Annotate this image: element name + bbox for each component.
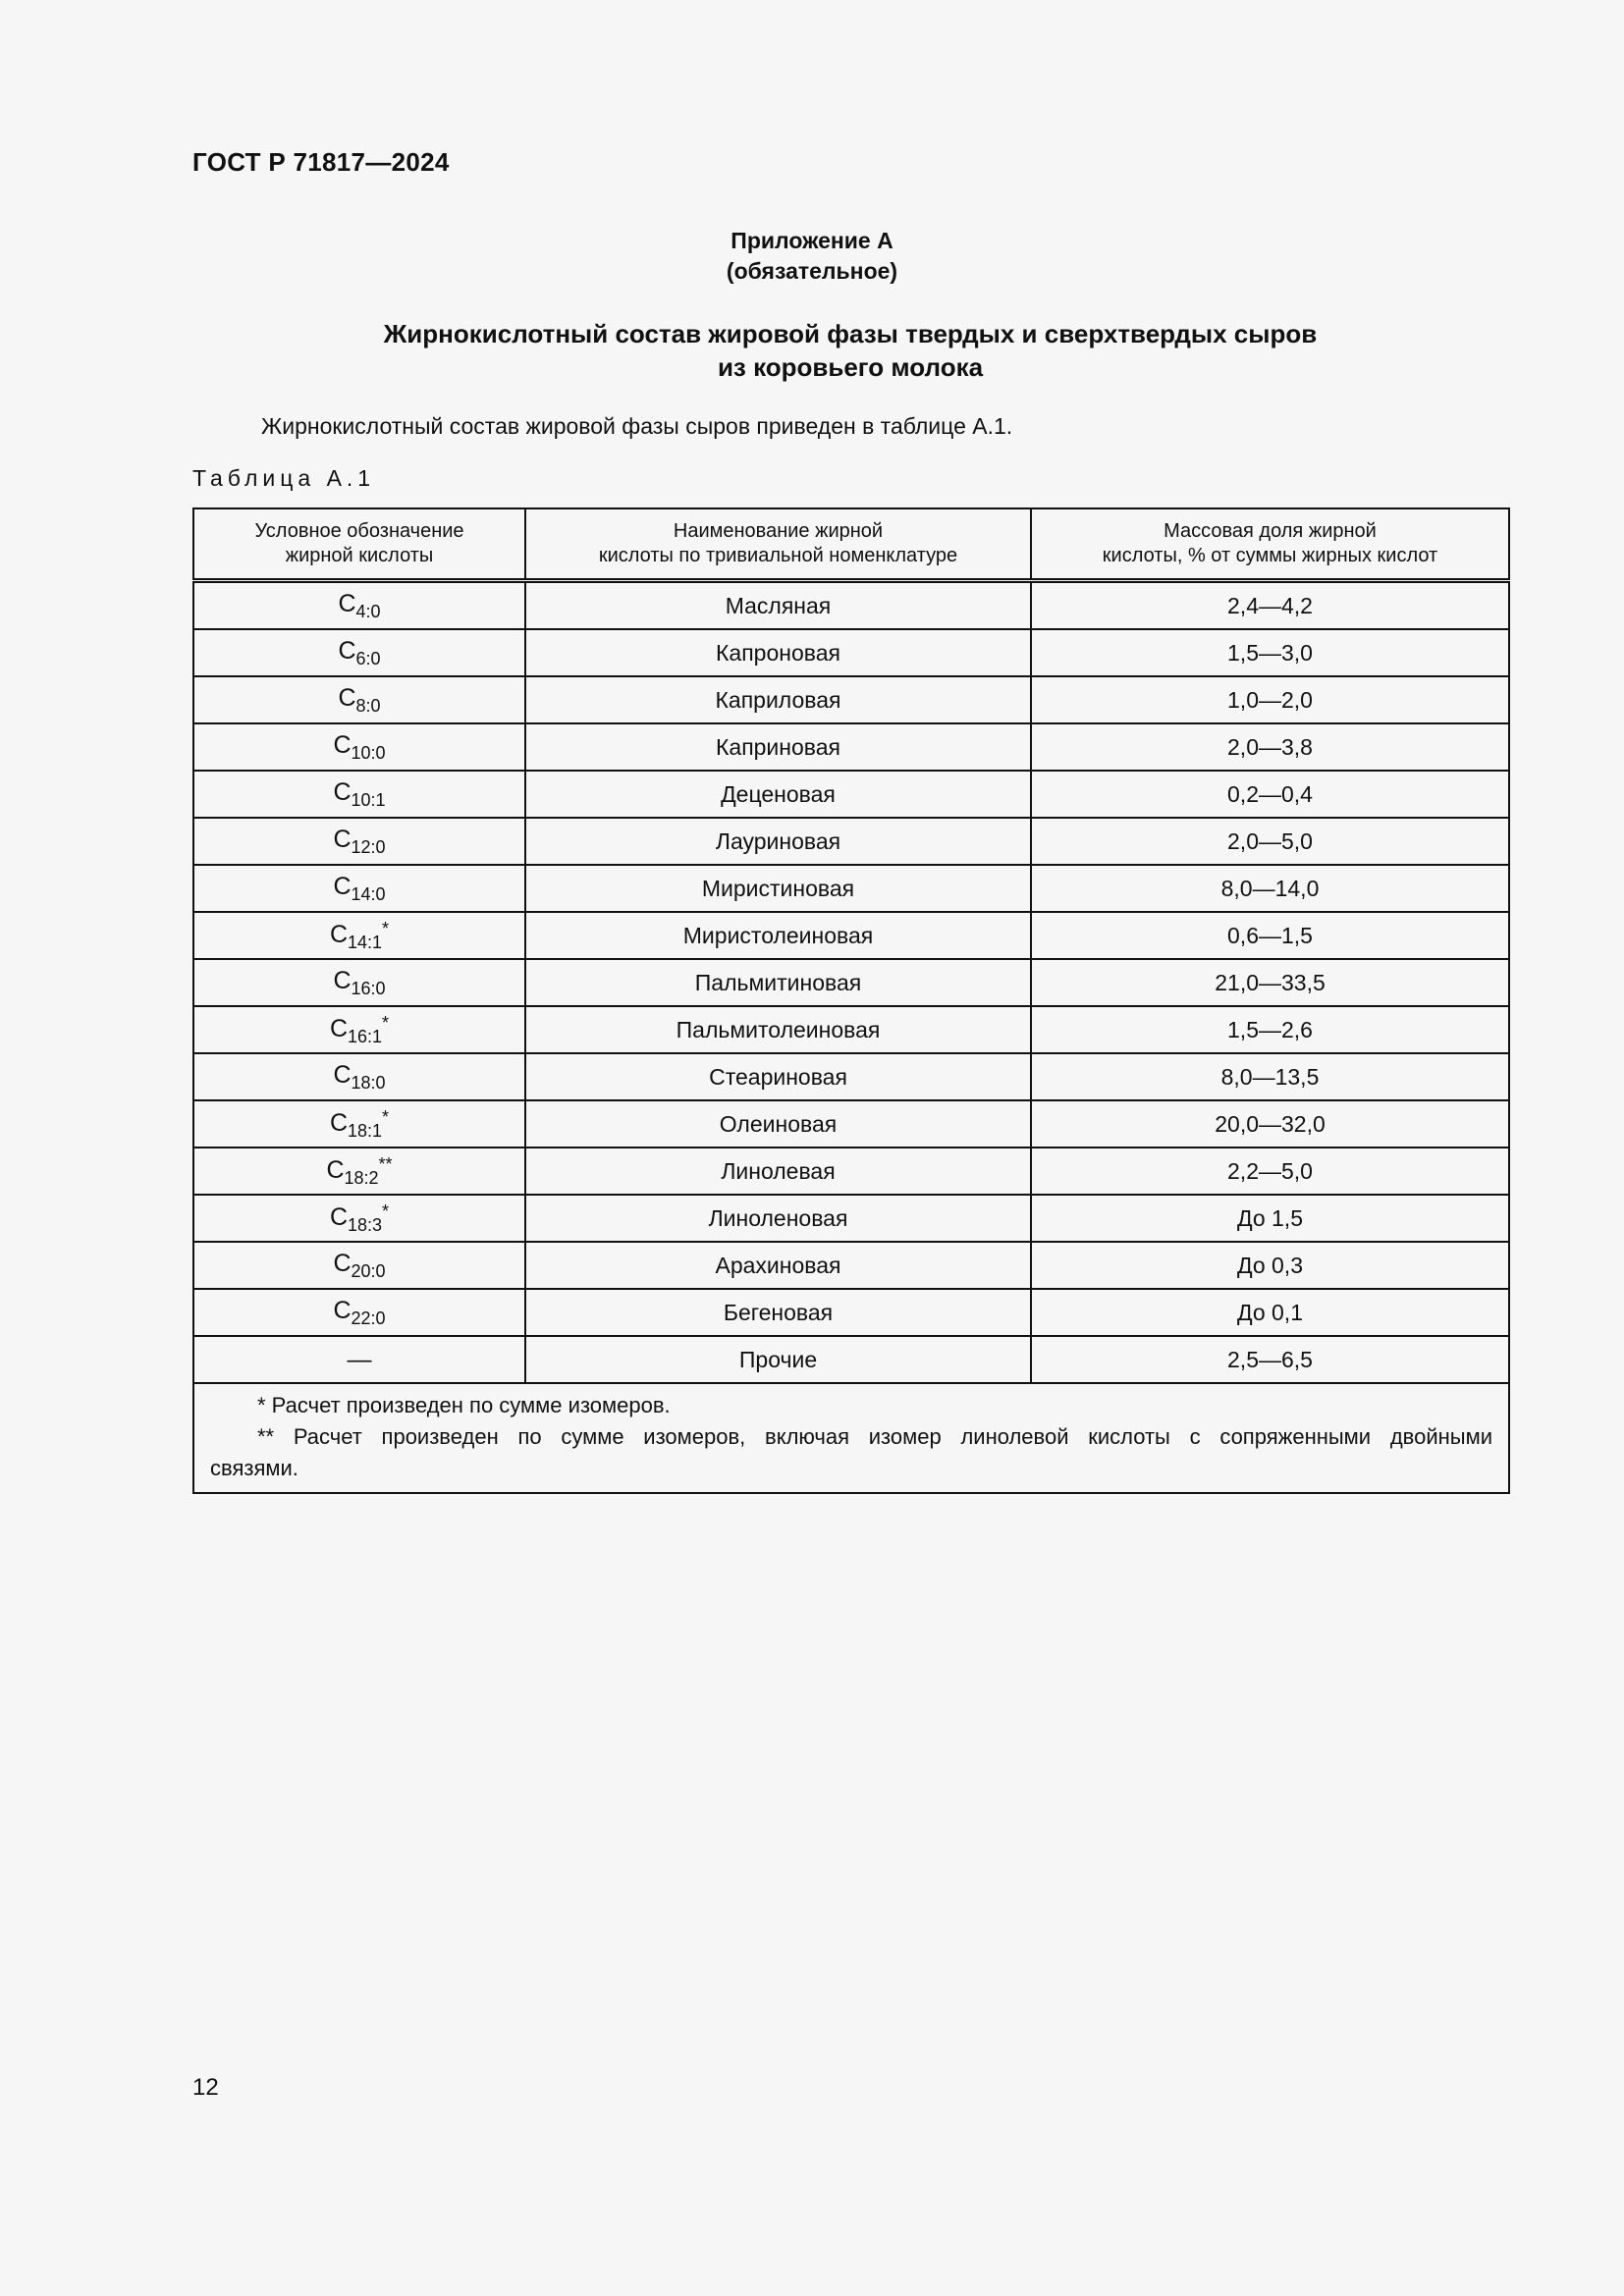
cell-mass-fraction: 2,4—4,2 — [1031, 581, 1509, 630]
cell-trivial-name: Линолевая — [525, 1148, 1031, 1195]
column-header-symbol — [193, 508, 525, 581]
acid-symbol-subscript: 22:0 — [351, 1308, 386, 1328]
cell-symbol — [193, 581, 525, 630]
acid-symbol-subscript: 10:1 — [351, 789, 386, 810]
cell-symbol — [193, 676, 525, 723]
cell-symbol — [193, 959, 525, 1006]
acid-symbol-base: С — [333, 1296, 352, 1324]
acid-symbol-base: С — [333, 777, 352, 806]
cell-symbol — [193, 818, 525, 865]
acid-symbol-subscript: 20:0 — [351, 1260, 386, 1281]
cell-trivial-name: Миристиновая — [525, 865, 1031, 912]
column-header-name — [525, 508, 1031, 581]
cell-mass-fraction: 1,0—2,0 — [1031, 676, 1509, 723]
acid-symbol-subscript: 16:0 — [351, 978, 386, 998]
table-caption: Таблица А.1 — [192, 465, 376, 491]
acid-symbol-base: С — [329, 920, 348, 948]
table-row — [193, 818, 1509, 865]
cell-trivial-name: Бегеновая — [525, 1289, 1031, 1336]
note-double-asterisk-continuation: связями. — [210, 1456, 298, 1480]
appendix-title: Приложение А — [731, 228, 893, 253]
cell-symbol — [193, 1148, 525, 1195]
document-code: ГОСТ Р 71817—2024 — [192, 147, 450, 177]
cell-symbol — [193, 1195, 525, 1242]
acid-symbol-subscript: 6:0 — [355, 648, 381, 668]
cell-symbol — [193, 1242, 525, 1289]
acid-symbol-subscript: 14:1 — [348, 932, 383, 952]
acid-symbol-base: С — [329, 1014, 348, 1042]
cell-trivial-name: Пальмитиновая — [525, 959, 1031, 1006]
cell-trivial-name: Лауриновая — [525, 818, 1031, 865]
cell-symbol — [193, 771, 525, 818]
table-row — [193, 1289, 1509, 1336]
cell-symbol — [193, 1006, 525, 1053]
table-row — [193, 581, 1509, 630]
table-notes — [193, 1383, 1509, 1493]
acid-symbol — [333, 1297, 385, 1329]
table-row — [193, 1006, 1509, 1053]
acid-symbol-subscript: 16:1 — [348, 1026, 383, 1046]
table-row — [193, 865, 1509, 912]
table-body — [193, 581, 1509, 1384]
cell-trivial-name: Каприловая — [525, 676, 1031, 723]
cell-trivial-name: Линоленовая — [525, 1195, 1031, 1242]
table-row — [193, 1100, 1509, 1148]
table-row — [193, 912, 1509, 959]
column-header-line: Условное обозначение — [254, 520, 464, 542]
cell-mass-fraction: 2,0—5,0 — [1031, 818, 1509, 865]
cell-symbol — [193, 723, 525, 771]
intro-paragraph: Жирнокислотный состав жировой фазы сыров приведен в таблице А.1. — [261, 413, 1013, 439]
acid-symbol-base: С — [333, 872, 352, 900]
cell-trivial-name: Стеариновая — [525, 1053, 1031, 1100]
acid-symbol-subscript: 18:1 — [348, 1120, 383, 1141]
cell-mass-fraction: 1,5—3,0 — [1031, 629, 1509, 676]
acid-symbol — [338, 637, 380, 669]
acid-symbol-base: С — [333, 825, 352, 853]
acid-symbol — [348, 1346, 372, 1374]
acid-symbol-base: С — [338, 636, 356, 665]
acid-symbol — [333, 967, 385, 999]
cell-symbol — [193, 912, 525, 959]
note-double-asterisk: ** Расчет произведен по сумме изомеров, включая изомер линолевой кислоты с сопряженными двойными — [257, 1424, 1492, 1449]
column-header-line: Массовая доля жирной — [1164, 520, 1377, 542]
cell-mass-fraction: До 1,5 — [1031, 1195, 1509, 1242]
acid-symbol-subscript: 14:0 — [351, 883, 386, 904]
cell-symbol — [193, 1289, 525, 1336]
acid-symbol-subscript: 8:0 — [355, 695, 381, 716]
column-header-mass-fraction — [1031, 508, 1509, 581]
cell-mass-fraction: 0,6—1,5 — [1031, 912, 1509, 959]
cell-mass-fraction: 21,0—33,5 — [1031, 959, 1509, 1006]
acid-symbol-note-mark: * — [382, 1012, 390, 1033]
acid-symbol-base: С — [333, 966, 352, 994]
acid-symbol — [333, 1250, 385, 1282]
acid-symbol-note-mark: * — [382, 1106, 390, 1127]
acid-symbol-base: С — [333, 1249, 352, 1277]
acid-symbol-base: С — [329, 1108, 348, 1137]
acid-symbol — [333, 873, 385, 905]
cell-trivial-name: Капроновая — [525, 629, 1031, 676]
acid-symbol-base: С — [338, 589, 356, 617]
column-header-line: Наименование жирной — [673, 520, 884, 542]
cell-trivial-name: Арахиновая — [525, 1242, 1031, 1289]
acid-symbol-note-mark: * — [382, 918, 390, 938]
table-header-row — [193, 508, 1509, 581]
appendix-kind: (обязательное) — [726, 258, 898, 284]
table-row — [193, 1336, 1509, 1383]
acid-symbol-subscript: 12:0 — [351, 836, 386, 857]
table-notes-row — [193, 1383, 1509, 1493]
cell-mass-fraction: 2,5—6,5 — [1031, 1336, 1509, 1383]
cell-mass-fraction: 8,0—14,0 — [1031, 865, 1509, 912]
acid-symbol-subscript: 10:0 — [351, 742, 386, 763]
acid-symbol-subscript: 4:0 — [355, 601, 381, 621]
cell-mass-fraction: 2,0—3,8 — [1031, 723, 1509, 771]
table-row — [193, 676, 1509, 723]
fatty-acid-table — [192, 507, 1510, 1494]
table-row — [193, 629, 1509, 676]
acid-symbol-base: С — [326, 1155, 345, 1184]
cell-mass-fraction: До 0,1 — [1031, 1289, 1509, 1336]
table-row — [193, 1195, 1509, 1242]
cell-mass-fraction: 2,2—5,0 — [1031, 1148, 1509, 1195]
table-row — [193, 723, 1509, 771]
acid-symbol — [326, 1154, 392, 1189]
acid-symbol — [330, 1201, 389, 1236]
acid-symbol — [333, 731, 385, 764]
acid-symbol-base: С — [333, 730, 352, 759]
cell-trivial-name: Деценовая — [525, 771, 1031, 818]
cell-trivial-name: Миристолеиновая — [525, 912, 1031, 959]
acid-symbol — [333, 778, 385, 811]
table-row — [193, 959, 1509, 1006]
column-header-line: кислоты по тривиальной номенклатуре — [598, 545, 958, 566]
acid-symbol — [333, 1061, 385, 1094]
cell-symbol — [193, 629, 525, 676]
cell-trivial-name: Масляная — [525, 581, 1031, 630]
acid-symbol-base: С — [333, 1060, 352, 1089]
acid-symbol-base: С — [329, 1202, 348, 1231]
cell-mass-fraction: 20,0—32,0 — [1031, 1100, 1509, 1148]
cell-mass-fraction: 1,5—2,6 — [1031, 1006, 1509, 1053]
column-header-line: жирной кислоты — [285, 545, 434, 566]
acid-symbol — [338, 684, 380, 717]
cell-mass-fraction: До 0,3 — [1031, 1242, 1509, 1289]
acid-symbol-note-mark: * — [382, 1201, 390, 1221]
acid-symbol — [330, 1107, 389, 1142]
column-header-line: кислоты, % от суммы жирных кислот — [1102, 545, 1438, 566]
section-heading-line-2: из коровьего молока — [717, 352, 984, 382]
acid-symbol — [330, 1013, 389, 1047]
cell-trivial-name: Каприновая — [525, 723, 1031, 771]
note-single-asterisk: * Расчет произведен по сумме изомеров. — [257, 1393, 671, 1417]
acid-symbol — [333, 826, 385, 858]
acid-symbol-note-mark: ** — [378, 1153, 393, 1174]
table-row — [193, 1053, 1509, 1100]
acid-symbol — [338, 590, 380, 622]
acid-symbol-subscript: 18:3 — [348, 1214, 383, 1235]
table-row — [193, 1242, 1509, 1289]
acid-symbol-subscript: 18:0 — [351, 1072, 386, 1093]
cell-trivial-name: Олеиновая — [525, 1100, 1031, 1148]
cell-trivial-name: Пальмитолеиновая — [525, 1006, 1031, 1053]
cell-symbol — [193, 1053, 525, 1100]
acid-symbol-base: С — [338, 683, 356, 712]
page-number: 12 — [192, 2074, 219, 2101]
acid-symbol — [330, 919, 389, 953]
cell-symbol — [193, 1336, 525, 1383]
cell-symbol — [193, 865, 525, 912]
cell-mass-fraction: 0,2—0,4 — [1031, 771, 1509, 818]
cell-mass-fraction: 8,0—13,5 — [1031, 1053, 1509, 1100]
cell-symbol — [193, 1100, 525, 1148]
fatty-acid-table-container — [192, 507, 1508, 1494]
section-heading-line-1: Жирнокислотный состав жировой фазы твердых и сверхтвердых сыров — [383, 319, 1318, 348]
acid-symbol-base: — — [347, 1345, 372, 1373]
cell-trivial-name: Прочие — [525, 1336, 1031, 1383]
table-row — [193, 1148, 1509, 1195]
acid-symbol-subscript: 18:2 — [344, 1167, 379, 1188]
table-row — [193, 771, 1509, 818]
